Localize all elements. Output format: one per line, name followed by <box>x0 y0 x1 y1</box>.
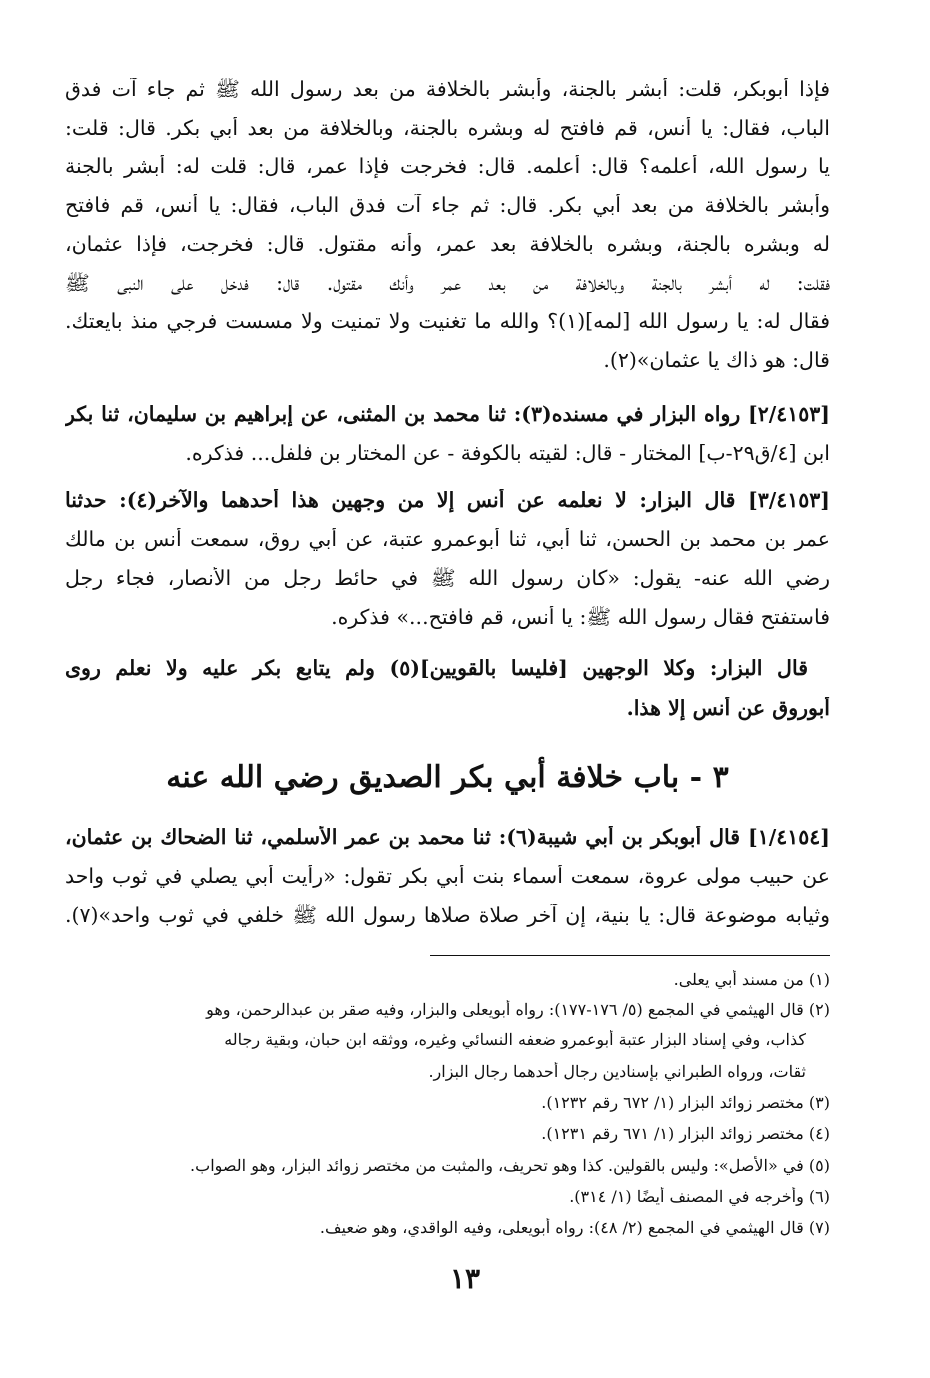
text-line: عمر بن محمد بن الحسن، ثنا أبي، ثنا أبوعمرو عتبة، عن أبي روق، سمعت أنس بن مالك <box>65 528 830 551</box>
footnote-line: (٥) في «الأصل»: وليس بالقولين. كذا وهو تحريف، والمثبت من مختصر زوائد البزار، وهو الصواب. <box>190 1156 830 1175</box>
text-line: فاستفتح فقال رسول الله ﷺ: يا أنس، قم فافتح...» فذكره. <box>331 606 830 629</box>
text-line: [١/٤١٥٤] قال أبوبكر بن أبي شيبة(٦): ثنا محمد بن عمر الأسلمي، ثنا الضحاك بن عثمان، <box>65 826 830 849</box>
text-line: الباب، فقال: يا أنس، قم فافتح له وبشره بالجنة، وبالخلافة من بعد أبي بكر. قال: قلت: <box>65 117 830 140</box>
text-line: وأبشر بالخلافة من بعد أبي بكر. قال: ثم جاء آت فدق الباب، فقال: يا أنس، قم فافتح <box>65 194 830 217</box>
text-line: [٢/٤١٥٣] رواه البزار في مسنده(٣): ثنا محمد بن المثنى، عن إبراهيم بن سليمان، ثنا بكر <box>65 403 830 426</box>
text-line: أبوروق عن أنس إلا هذا. <box>626 697 830 720</box>
footnote-line: كذاب، وفي إسناد البزار عتبة أبوعمرو ضعفه النسائي وغيره، ووثقه ابن حبان، وبقية رجاله <box>224 1030 806 1049</box>
text-line: عن حبيب مولى عروة، سمعت أسماء بنت أبي بكر تقول: «رأيت أبي يصلي في ثوب واحد <box>65 865 830 888</box>
footnote-line: (٢) قال الهيثمي في المجمع (٥/ ١٧٦-١٧٧): رواه أبويعلى والبزار، وفيه صقر بن عبدالرحمن، وهو <box>206 1000 830 1019</box>
text-line: فقلت: له أبشر بالجنة وبالخلافة من بعد عمر وأنك مقتول. قال: فدخل على النبي ﷺ <box>65 272 830 295</box>
footnote-line: (٤) مختصر زوائد البزار (١/ ٦٧١ رقم ١٢٣١). <box>541 1124 830 1143</box>
chapter-heading: ٣ - باب خلافة أبي بكر الصديق رضي الله عنه <box>166 760 729 795</box>
footnote-line: (٣) مختصر زوائد البزار (١/ ٦٧٢ رقم ١٢٣٢). <box>541 1093 830 1112</box>
text-line: ابن [٤/ق٢٩-ب] المختار - قال: لقيته بالكوفة - عن المختار بن فلفل... فذكره. <box>185 442 830 465</box>
text-line: وثيابه موضوعة قال: يا بنية، إن آخر صلاة صلاها رسول الله ﷺ خلفي في ثوب واحد»(٧). <box>65 904 830 927</box>
text-line: فقال له: يا رسول الله [لمه](١)؟ والله ما تغنيت ولا تمنيت ولا مسست فرجي منذ بايعتك. <box>65 310 830 333</box>
text-line: رضي الله عنه- يقول: «كان رسول الله ﷺ في حائط رجل من الأنصار، فجاء رجل <box>65 567 830 590</box>
footnote-line: (٧) قال الهيثمي في المجمع (٢/ ٤٨): رواه أبويعلى، وفيه الواقدي، وهو ضعيف. <box>319 1218 830 1237</box>
text-line: له وبشره بالجنة، وبشره بالخلافة بعد عمر، وأنه مقتول. قال: فخرجت، فإذا عثمان، <box>65 233 830 256</box>
text-line: قال البزار: وكلا الوجهين [فليسا بالقويين](٥) ولم يتابع بكر عليه ولا نعلم روى <box>65 657 808 680</box>
footnote-separator <box>430 955 830 956</box>
text-line: يا رسول الله، أعلمه؟ قال: أعلمه. قال: فخرجت فإذا عمر، قال: قلت له: أبشر بالجنة <box>65 155 830 178</box>
footnote-line: (٦) وأخرجه في المصنف أيضًا (١/ ٣١٤). <box>569 1187 830 1206</box>
footnote-line: (١) من مسند أبي يعلى. <box>673 970 830 989</box>
footnote-line: ثقات، ورواه الطبراني بإسنادين رجال أحدهما رجال البزار. <box>428 1062 806 1081</box>
text-line: قال: هو ذاك يا عثمان»(٢). <box>603 349 830 372</box>
text-line: [٣/٤١٥٣] قال البزار: لا نعلمه عن أنس إلا من وجهين هذا أحدهما والآخر(٤): حدثنا <box>65 489 830 512</box>
text-line: فإذا أبوبكر، قلت: أبشر بالجنة، وأبشر بالخلافة من بعد رسول الله ﷺ ثم جاء آت فدق <box>65 78 830 101</box>
page-number: ١٣ <box>449 1262 481 1295</box>
